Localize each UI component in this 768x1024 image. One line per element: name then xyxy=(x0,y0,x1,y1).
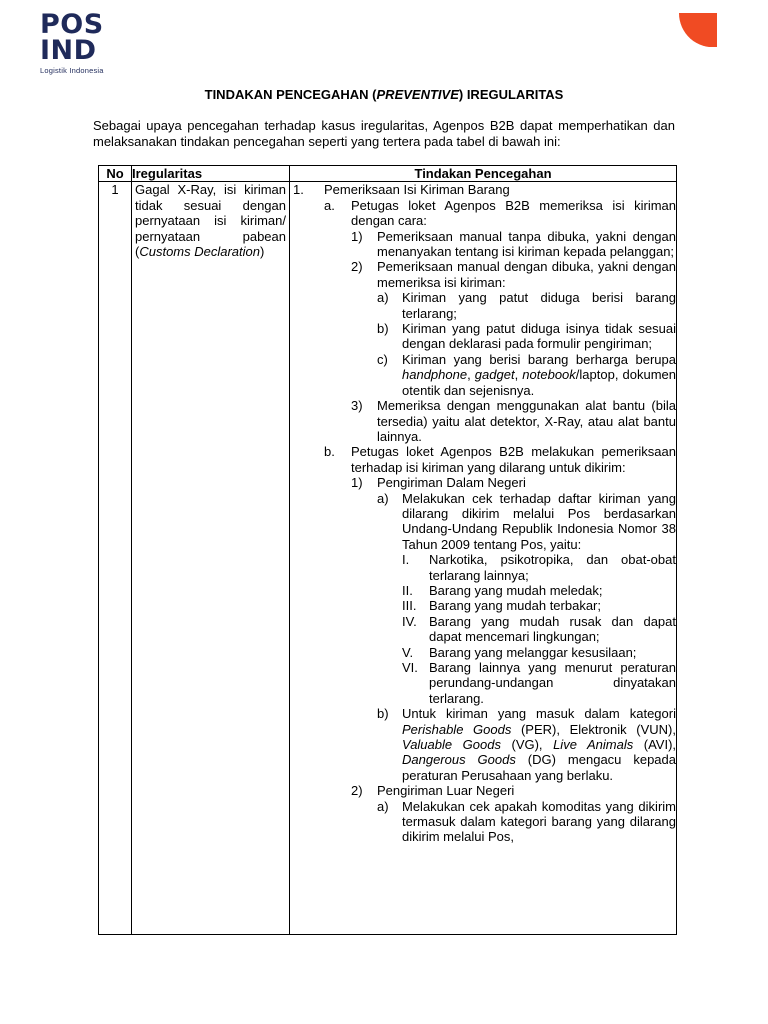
table-row xyxy=(99,182,677,935)
list-item-roman: V. Barang yang melanggar kesusilaan; xyxy=(402,644,637,660)
list-item: c) Kiriman yang berisi barang berharga berupa handphone, gadget, notebook/laptop, dokumen otentik dan sejenisnya. xyxy=(377,351,676,398)
list-item: 1) Pemeriksaan manual tanpa dibuka, yakni dengan menanyakan tentang isi kiriman kepada pelanggan; xyxy=(351,228,676,260)
header-iregularitas: Iregularitas xyxy=(132,166,290,182)
list-item: b. Petugas loket Agenpos B2B melakukan pemeriksaan terhadap isi kiriman yang dilarang untuk dikirim: 1) Pengiriman Dalam Negeri a) Melakukan cek terhadap daftar kiriman yang dilarang dikirim melalui Pos berdasarkan Undang-Undang Republik Indonesia Nomor 38 Tahun 2009 tentang Pos, yaitu: I. Narkotika, psikotropika, dan obat-obat terlarang lainnya; II. Barang yang mudah meledak; III. Barang yang mudah terbakar; IV. Barang yang mudah rusak dan dapat dapat mencemari lingkungan; V. Barang yang melanggar kesusilaan; VI. Barang lainnya yang menurut peraturan perundang-undangan dinyatakan terlarang. b) Untuk kiriman yang masuk dalam kategori Perishable Goods (PER), Elektronik (VUN), Valuable Goods (VG), Live Animals (AVI), Dangerous Goods (DG) mengacu kepada peraturan Perusahaan yang berlaku. 2) Pengiriman Luar Negeri a) Melakukan cek apakah komoditas yang dikirim termasuk dalam kategori barang yang dilarang dikirim melalui Pos, xyxy=(324,444,677,845)
cell-iregularitas: Gagal X-Ray, isi kiriman tidak sesuai dengan pernyataan isi kiriman/ pernyataan pabean (Customs Declaration) xyxy=(132,182,290,935)
list-item-roman: IV. Barang yang mudah rusak dan dapat dapat mencemari lingkungan; xyxy=(402,613,676,645)
list-item: 3) Memeriksa dengan menggunakan alat bantu (bila tersedia) yaitu alat detektor, X-Ray, atau alat bantu lainnya. xyxy=(351,398,676,444)
cell-tindakan xyxy=(290,182,677,935)
list-item: 1. Pemeriksaan Isi Kiriman Barang a. Petugas loket Agenpos B2B memeriksa isi kiriman dengan cara: 1) Pemeriksaan manual tanpa dibuka, yakni dengan menanyakan tentang isi kiriman kepada pelanggan; 2) Pemeriksaan manual dengan dibuka, yakni dengan memeriksa isi kiriman: a) Kiriman yang patut diduga berisi barang terlarang; b) Kiriman yang patut diduga isinya tidak sesuai dengan deklarasi pada formulir pengiriman; c) Kiriman yang berisi barang berharga berupa handphone, gadget, notebook/laptop, dokumen otentik dan sejenisnya. 3) Memeriksa dengan menggunakan alat bantu (bila tersedia) yaitu alat detektor, X-Ray, atau alat bantu lainnya. b. Petugas loket Agenpos B2B melakukan pemeriksaan terhadap isi kiriman yang dilarang untuk dikirim: 1) Pengiriman Dalam Negeri a) Melakukan cek terhadap daftar kiriman yang dilarang dikirim melalui Pos berdasarkan Undang-Undang Republik Indonesia Nomor 38 Tahun 2009 tentang Pos, yaitu: I. Narkotika, psikotropika, dan obat-obat terlarang lainnya; II. Barang yang mudah meledak; III. Barang yang mudah terbakar; IV. Barang yang mudah rusak dan dapat dapat mencemari lingkungan; V. Barang yang melanggar kesusilaan; VI. Barang lainnya yang menurut peraturan perundang-undangan dinyatakan terlarang. b) Untuk kiriman yang masuk dalam kategori Perishable Goods (PER), Elektronik (VUN), Valuable Goods (VG), Live Animals (AVI), Dangerous Goods (DG) mengacu kepada peraturan Perusahaan yang berlaku. 2) Pengiriman Luar Negeri a) Melakukan cek apakah komoditas yang dikirim termasuk dalam kategori barang yang dilarang dikirim melalui Pos, xyxy=(293,182,677,845)
list-item: 2) Pengiriman Luar Negeri a) Melakukan cek apakah komoditas yang dikirim termasuk dalam kategori barang yang dilarang dikirim melalui Pos, xyxy=(351,783,676,845)
pos-ind-logo xyxy=(40,9,130,75)
list-item: a) Kiriman yang patut diduga berisi barang terlarang; xyxy=(377,290,676,321)
list-item-roman: I. Narkotika, psikotropika, dan obat-obat terlarang lainnya; xyxy=(402,552,676,583)
table-header-row xyxy=(99,166,677,182)
list-item-roman: III. Barang yang mudah terbakar; xyxy=(402,598,601,614)
list-item-roman: VI. Barang lainnya yang menurut peraturan perundang-undangan dinyatakan terlarang. xyxy=(402,660,676,706)
document-title: TINDAKAN PENCEGAHAN (PREVENTIVE) IREGULARITAS xyxy=(204,87,564,102)
list-item: 1) Pengiriman Dalam Negeri a) Melakukan cek terhadap daftar kiriman yang dilarang dikirim melalui Pos berdasarkan Undang-Undang Republik Indonesia Nomor 38 Tahun 2009 tentang Pos, yaitu: I. Narkotika, psikotropika, dan obat-obat terlarang lainnya; II. Barang yang mudah meledak; III. Barang yang mudah terbakar; IV. Barang yang mudah rusak dan dapat dapat mencemari lingkungan; V. Barang yang melanggar kesusilaan; VI. Barang lainnya yang menurut peraturan perundang-undangan dinyatakan terlarang. b) Untuk kiriman yang masuk dalam kategori Perishable Goods (PER), Elektronik (VUN), Valuable Goods (VG), Live Animals (AVI), Dangerous Goods (DG) mengacu kepada peraturan Perusahaan yang berlaku. xyxy=(351,475,677,783)
list-item: b) Untuk kiriman yang masuk dalam kategori Perishable Goods (PER), Elektronik (VUN), Valuable Goods (VG), Live Animals (AVI), Dangerous Goods (DG) mengacu kepada peraturan Perusahaan yang berlaku. xyxy=(377,706,677,783)
list-item: a) Melakukan cek terhadap daftar kiriman yang dilarang dikirim melalui Pos berdasarkan Undang-Undang Republik Indonesia Nomor 38 Tahun 2009 tentang Pos, yaitu: I. Narkotika, psikotropika, dan obat-obat terlarang lainnya; II. Barang yang mudah meledak; III. Barang yang mudah terbakar; IV. Barang yang mudah rusak dan dapat dapat mencemari lingkungan; V. Barang yang melanggar kesusilaan; VI. Barang lainnya yang menurut peraturan perundang-undangan dinyatakan terlarang. xyxy=(377,490,676,706)
header-no: No xyxy=(99,166,132,182)
logo-line-pos: POS xyxy=(40,9,104,40)
list-item: b) Kiriman yang patut diduga isinya tidak sesuai dengan deklarasi pada formulir pengiriman; xyxy=(377,321,676,352)
list-item: a. Petugas loket Agenpos B2B memeriksa isi kiriman dengan cara: 1) Pemeriksaan manual tanpa dibuka, yakni dengan menanyakan tentang isi kiriman kepada pelanggan; 2) Pemeriksaan manual dengan dibuka, yakni dengan memeriksa isi kiriman: a) Kiriman yang patut diduga berisi barang terlarang; b) Kiriman yang patut diduga isinya tidak sesuai dengan deklarasi pada formulir pengiriman; c) Kiriman yang berisi barang berharga berupa handphone, gadget, notebook/laptop, dokumen otentik dan sejenisnya. 3) Memeriksa dengan menggunakan alat bantu (bila tersedia) yaitu alat detektor, X-Ray, atau alat bantu lainnya. xyxy=(324,197,676,444)
corner-decoration-icon xyxy=(679,13,717,47)
cell-no: 1 xyxy=(99,182,132,935)
list-item-roman: II. Barang yang mudah meledak; xyxy=(402,582,603,598)
list-item: a) Melakukan cek apakah komoditas yang dikirim termasuk dalam kategori barang yang dilarang dikirim melalui Pos, xyxy=(377,798,676,845)
preventive-table xyxy=(98,165,677,935)
logo-line-ind: IND xyxy=(40,35,97,66)
header-tindakan: Tindakan Pencegahan xyxy=(290,166,677,182)
logo-tagline: Logistik Indonesia xyxy=(40,66,104,75)
intro-paragraph: Sebagai upaya pencegahan terhadap kasus iregularitas, Agenpos B2B dapat memperhatikan dan melaksanakan tindakan pencegahan seperti yang tertera pada tabel di bawah ini: xyxy=(93,118,675,149)
list-item: 2) Pemeriksaan manual dengan dibuka, yakni dengan memeriksa isi kiriman: a) Kiriman yang patut diduga berisi barang terlarang; b) Kiriman yang patut diduga isinya tidak sesuai dengan deklarasi pada formulir pengiriman; c) Kiriman yang berisi barang berharga berupa handphone, gadget, notebook/laptop, dokumen otentik dan sejenisnya. xyxy=(351,259,676,398)
